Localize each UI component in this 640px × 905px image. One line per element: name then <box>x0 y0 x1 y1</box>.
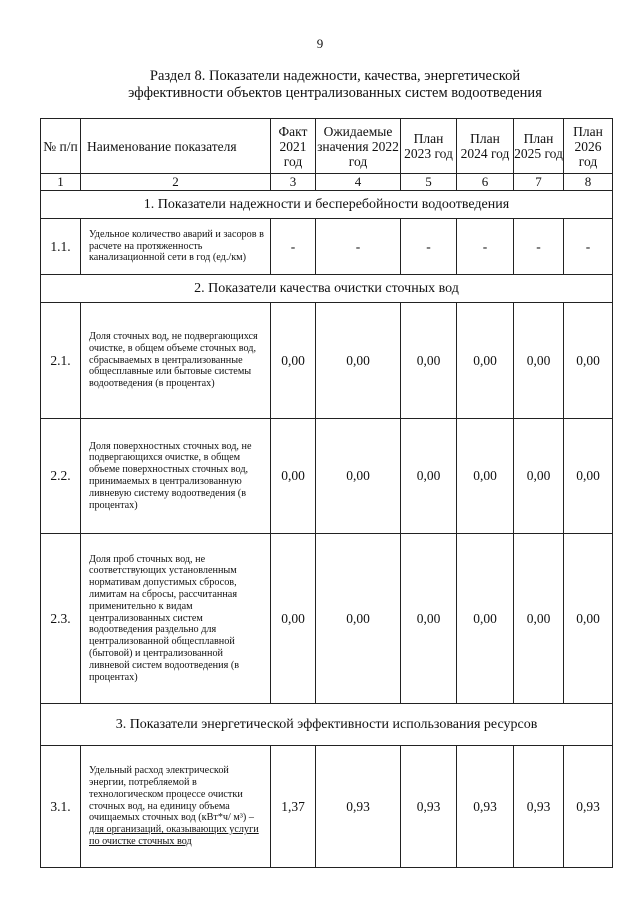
section-heading: 1. Показатели надежности и бесперебойности водоотведения <box>41 191 613 219</box>
value-2022: 0,93 <box>316 746 401 868</box>
table-header-row <box>41 119 613 174</box>
header-2023: План 2023 год <box>401 119 457 174</box>
header-2022: Ожидаемые значения 2022 год <box>316 119 401 174</box>
header-2025: План 2025 год <box>514 119 564 174</box>
table-row <box>41 419 613 534</box>
indicator-name: Доля поверхностных сточных вод, не подвергающихся очистке, в общем объеме поверхностных сточных вод, принимаемых в централизованную ливневую систему водоотведения (в процентах) <box>81 419 271 534</box>
header-2026: План 2026 год <box>564 119 613 174</box>
section-row-3 <box>41 704 613 746</box>
value-2026: - <box>564 219 613 275</box>
value-2023: 0,00 <box>401 419 457 534</box>
row-number: 3.1. <box>41 746 81 868</box>
indicator-name: Доля сточных вод, не подвергающихся очистке, в общем объеме сточных вод, сбрасываемых в централизованные общесплавные или бытовые системы водоотведения (в процентах) <box>81 303 271 419</box>
column-numbers-row <box>41 174 613 191</box>
value-2025: 0,00 <box>514 534 564 704</box>
header-num: № п/п <box>41 119 81 174</box>
value-2024: 0,93 <box>457 746 514 868</box>
row-number: 1.1. <box>41 219 81 275</box>
value-2025: - <box>514 219 564 275</box>
column-number: 2 <box>81 174 271 191</box>
column-number: 7 <box>514 174 564 191</box>
indicators-table <box>40 118 613 868</box>
value-2026: 0,93 <box>564 746 613 868</box>
indicator-name-underlined: для организаций, оказывающих услуги по очистке сточных вод <box>89 824 259 847</box>
value-2026: 0,00 <box>564 419 613 534</box>
value-2026: 0,00 <box>564 303 613 419</box>
section-title-line-2: эффективности объектов централизованных систем водоотведения <box>128 85 542 101</box>
value-2021: 1,37 <box>271 746 316 868</box>
value-2024: 0,00 <box>457 419 514 534</box>
header-2021: Факт 2021 год <box>271 119 316 174</box>
value-2025: 0,00 <box>514 419 564 534</box>
row-number: 2.3. <box>41 534 81 704</box>
header-2024: План 2024 год <box>457 119 514 174</box>
section-heading: 2. Показатели качества очистки сточных вод <box>41 275 613 303</box>
row-number: 2.2. <box>41 419 81 534</box>
value-2024: 0,00 <box>457 303 514 419</box>
value-2024: - <box>457 219 514 275</box>
value-2026: 0,00 <box>564 534 613 704</box>
value-2021: 0,00 <box>271 419 316 534</box>
column-number: 3 <box>271 174 316 191</box>
page-number: 9 <box>316 36 324 51</box>
indicator-name <box>81 746 271 868</box>
indicator-name-text: Удельный расход электрической энергии, потребляемой в технологическом процессе очистки сточных вод, на единицу объема очищаемых сточных вод (кВт*ч/ м³) – <box>89 765 254 824</box>
header-name: Наименование показателя <box>81 119 271 174</box>
column-number: 5 <box>401 174 457 191</box>
section-title <box>60 68 610 102</box>
column-number: 8 <box>564 174 613 191</box>
section-row-2 <box>41 275 613 303</box>
table-row <box>41 746 613 868</box>
table-row <box>41 303 613 419</box>
column-number: 4 <box>316 174 401 191</box>
value-2025: 0,00 <box>514 303 564 419</box>
value-2022: - <box>316 219 401 275</box>
indicator-name: Удельное количество аварий и засоров в расчете на протяженность канализационной сети в год (ед./км) <box>81 219 271 275</box>
column-number: 6 <box>457 174 514 191</box>
value-2021: - <box>271 219 316 275</box>
value-2024: 0,00 <box>457 534 514 704</box>
value-2025: 0,93 <box>514 746 564 868</box>
section-title-line-1: Раздел 8. Показатели надежности, качества, энергетической <box>149 68 521 84</box>
value-2022: 0,00 <box>316 534 401 704</box>
value-2021: 0,00 <box>271 534 316 704</box>
section-heading: 3. Показатели энергетической эффективности использования ресурсов <box>41 704 613 746</box>
value-2023: 0,00 <box>401 303 457 419</box>
row-number: 2.1. <box>41 303 81 419</box>
value-2023: - <box>401 219 457 275</box>
column-number: 1 <box>41 174 81 191</box>
value-2022: 0,00 <box>316 303 401 419</box>
value-2023: 0,93 <box>401 746 457 868</box>
value-2021: 0,00 <box>271 303 316 419</box>
table-row <box>41 534 613 704</box>
value-2023: 0,00 <box>401 534 457 704</box>
table-row <box>41 219 613 275</box>
indicator-name: Доля проб сточных вод, не соответствующих установленным нормативам допустимых сбросов, лимитам на сбросы, рассчитанная применительно к видам централизованных систем водоотведения раздельно для централизованной общесплавной (бытовой) и централизованной ливневой систем водоотведения (в процентах) <box>81 534 271 704</box>
section-row-1 <box>41 191 613 219</box>
value-2022: 0,00 <box>316 419 401 534</box>
